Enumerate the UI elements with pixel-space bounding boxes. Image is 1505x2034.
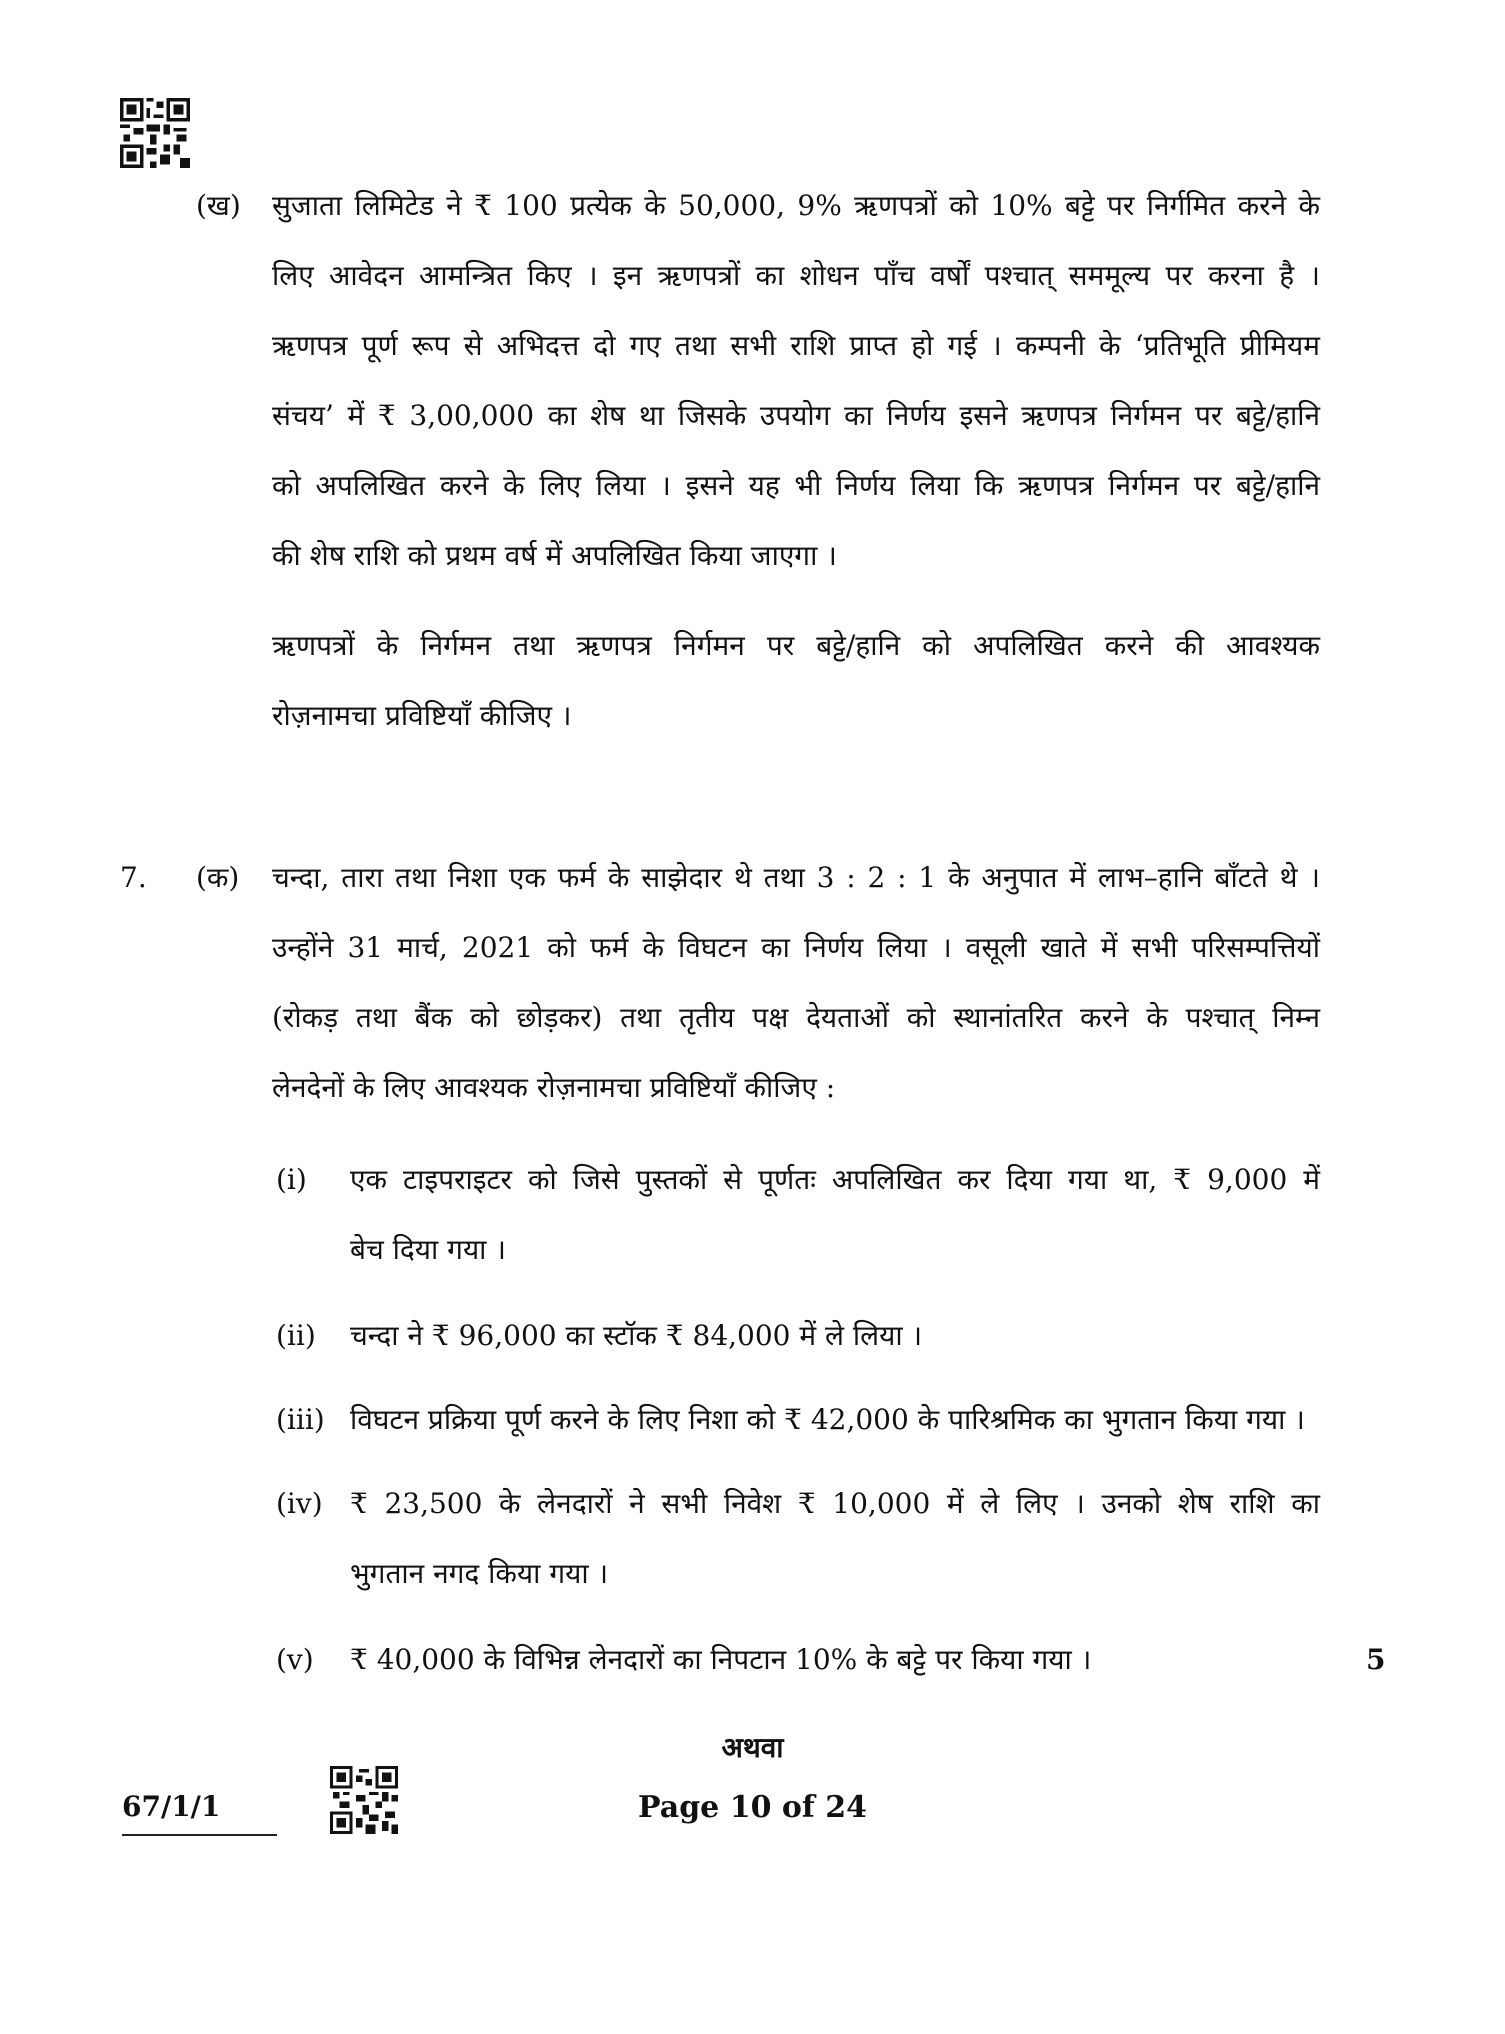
item-line: एक टाइपराइटर को जिसे पुस्तकों से पूर्णतः अपलिखित कर दिया गया था, ₹ 9,000 में <box>350 1163 1320 1196</box>
text-line: ऋणपत्र पूर्ण रूप से अभिदत्त दो गए तथा सभी राशि प्राप्त हो गई । कम्पनी के ‘प्रतिभूति प्रीमियम <box>272 329 1320 362</box>
item-number: (i) <box>276 1163 307 1196</box>
item-line: ₹ 23,500 के लेनदारों ने सभी निवेश ₹ 10,000 में ले लिए । उनको शेष राशि का <box>350 1487 1320 1520</box>
text-line: लिए आवेदन आमन्त्रित किए । इन ऋणपत्रों का शोधन पाँच वर्षों पश्चात् सममूल्य पर करना है । <box>272 259 1320 292</box>
text-line: संचय’ में ₹ 3,00,000 का शेष था जिसके उपयोग का निर्णय इसने ऋणपत्र निर्गमन पर बट्टे/हानि <box>272 399 1320 432</box>
paper-code: 67/1/1 <box>122 1790 221 1823</box>
item-line: भुगतान नगद किया गया । <box>350 1557 609 1590</box>
text-line: लेनदेनों के लिए आवश्यक रोज़नामचा प्रविष्टियाँ कीजिए : <box>272 1071 836 1104</box>
item-number: (ii) <box>276 1319 316 1352</box>
text-line: की शेष राशि को प्रथम वर्ष में अपलिखित किया जाएगा । <box>272 539 837 572</box>
text-line: को अपलिखित करने के लिए लिया । इसने यह भी निर्णय लिया कि ऋणपत्र निर्गमन पर बट्टे/हानि <box>272 469 1320 502</box>
item-line: ₹ 40,000 के विभिन्न लेनदारों का निपटान 10% के बट्टे पर किया गया । <box>350 1643 1092 1676</box>
instruction-line: ऋणपत्रों के निर्गमन तथा ऋणपत्र निर्गमन पर बट्टे/हानि को अपलिखित करने की आवश्यक <box>272 629 1320 662</box>
item-number: (iv) <box>276 1487 323 1520</box>
instruction-line: रोज़नामचा प्रविष्टियाँ कीजिए । <box>272 699 572 732</box>
item-number: (v) <box>276 1643 314 1676</box>
marks: 5 <box>1366 1643 1386 1676</box>
paper-code-underline <box>122 1834 277 1836</box>
text-line: उन्होंने 31 मार्च, 2021 को फर्म के विघटन का निर्णय लिया । वसूली खाते में सभी परिसम्पत्तियों <box>272 931 1320 964</box>
part-label: (क) <box>196 861 240 894</box>
text-line: चन्दा, तारा तथा निशा एक फर्म के साझेदार थे तथा 3 : 2 : 1 के अनुपात में लाभ–हानि बाँटते थे । <box>272 861 1320 894</box>
qr-code-icon <box>120 98 190 168</box>
page-number: Page 10 of 24 <box>638 1790 867 1825</box>
text-line: (रोकड़ तथा बैंक को छोड़कर) तथा तृतीय पक्ष देयताओं को स्थानांतरित करने के पश्चात् निम्न <box>272 1001 1320 1034</box>
item-line: चन्दा ने ₹ 96,000 का स्टॉक ₹ 84,000 में ले लिया । <box>350 1319 923 1352</box>
question-number: 7. <box>120 861 147 894</box>
part-label: (ख) <box>196 189 241 222</box>
text-line: सुजाता लिमिटेड ने ₹ 100 प्रत्येक के 50,000, 9% ऋणपत्रों को 10% बट्टे पर निर्गमित करने के <box>272 189 1320 222</box>
or-separator: अथवा <box>721 1731 784 1764</box>
item-line: बेच दिया गया । <box>350 1233 506 1266</box>
item-number: (iii) <box>276 1403 325 1436</box>
item-line: विघटन प्रक्रिया पूर्ण करने के लिए निशा को ₹ 42,000 के पारिश्रमिक का भुगतान किया गया । <box>350 1403 1305 1436</box>
